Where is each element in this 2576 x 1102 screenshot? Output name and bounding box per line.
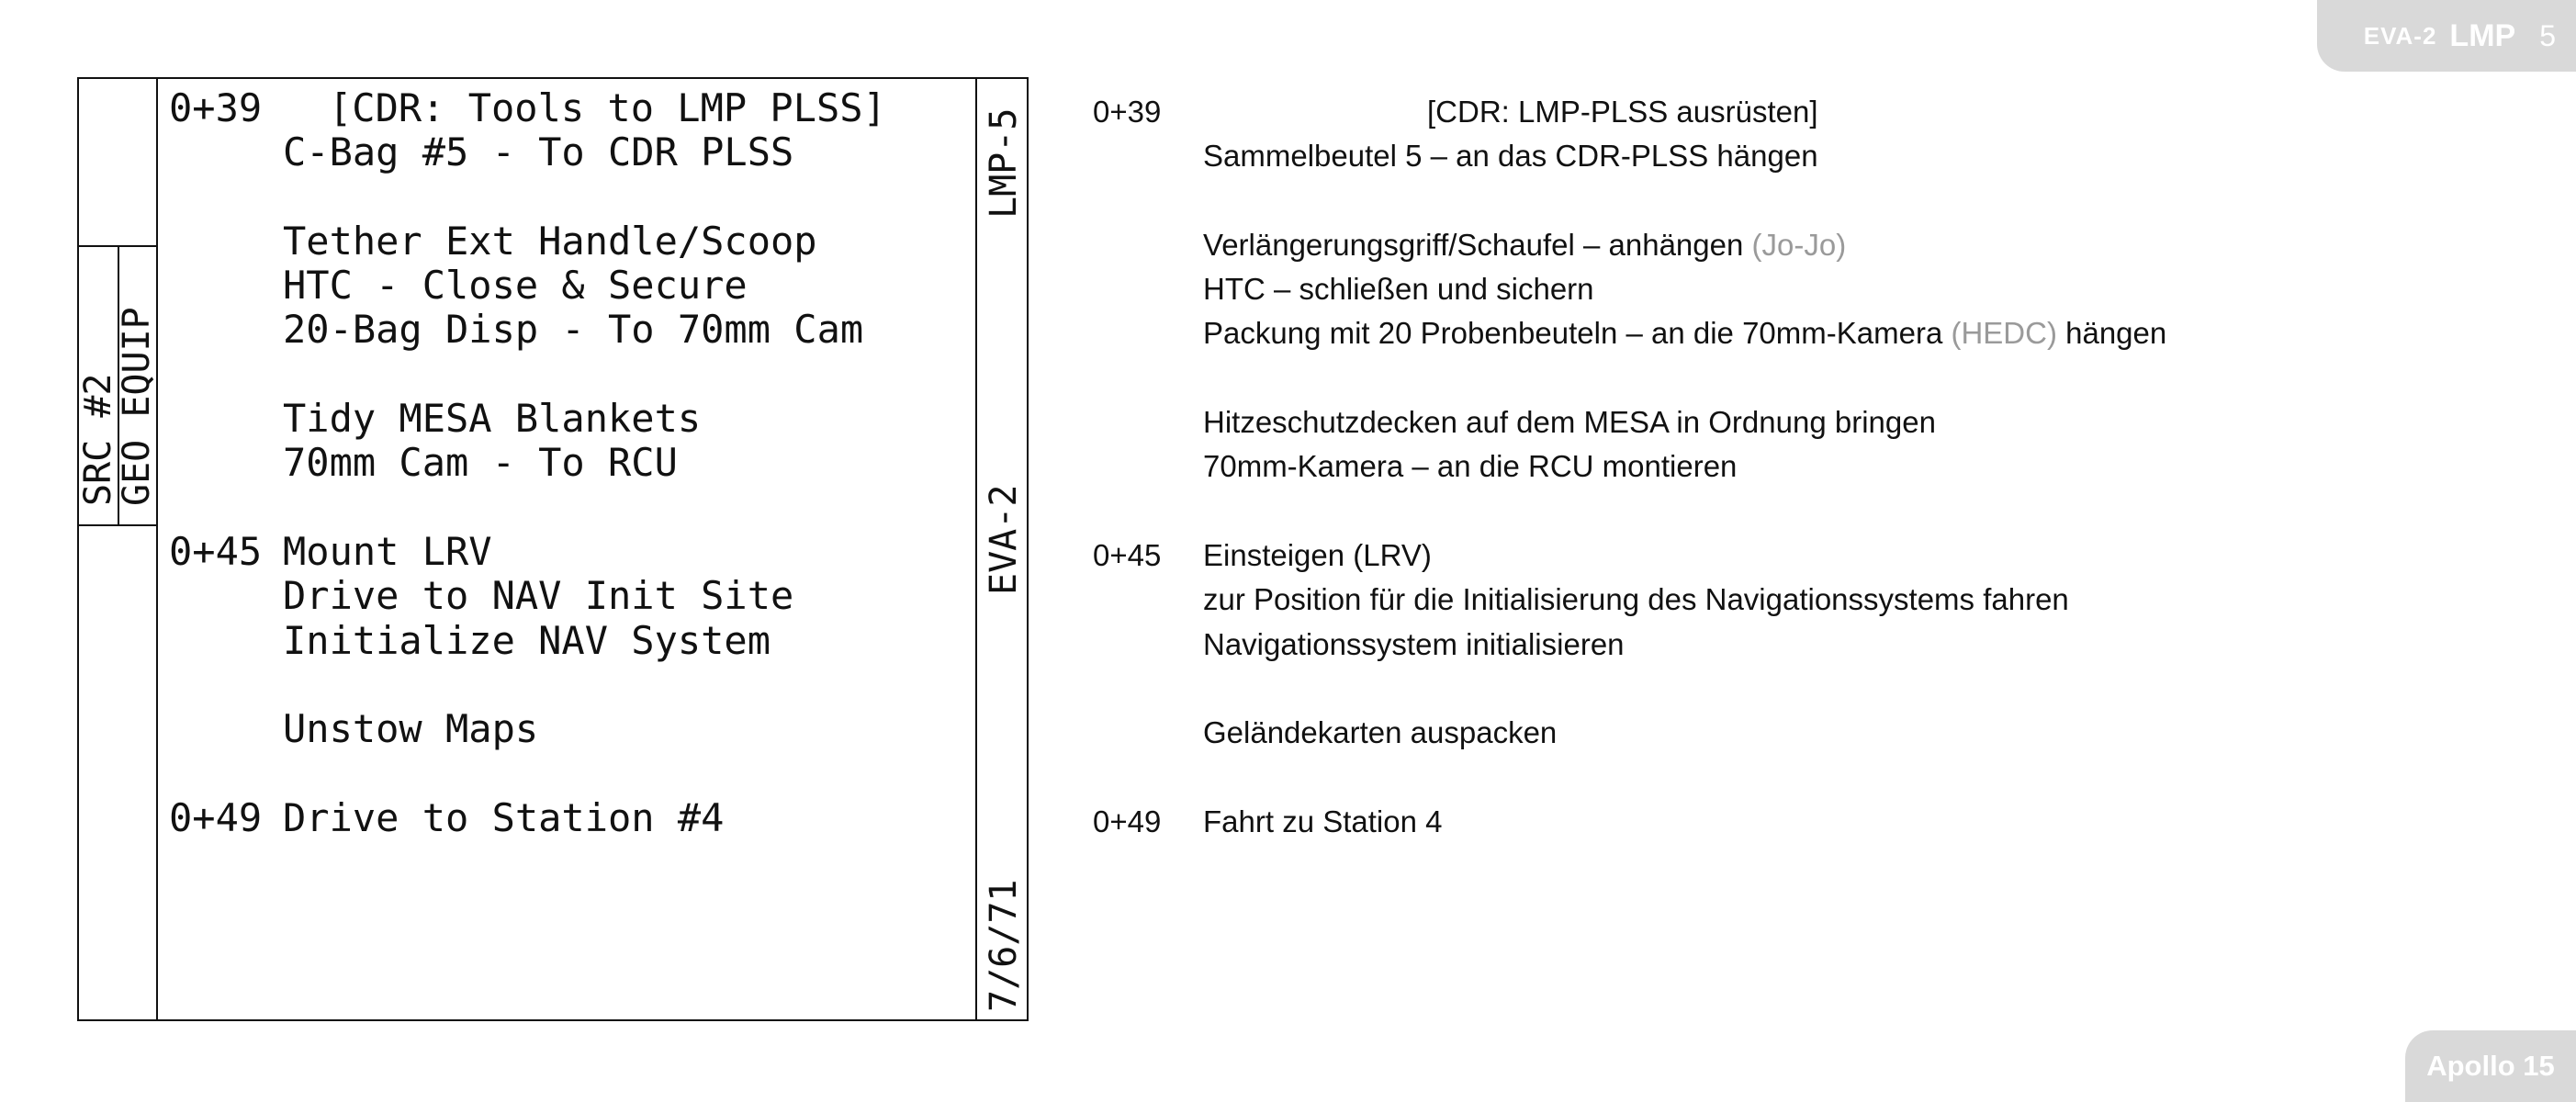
translation-row xyxy=(1093,134,2379,178)
checklist-row xyxy=(169,530,968,574)
checklist-row xyxy=(169,619,968,663)
translation-row xyxy=(1093,667,2379,711)
translation-text-tail: hängen xyxy=(2056,316,2167,351)
card-id-label: LMP-5 xyxy=(983,107,1025,219)
checklist-row xyxy=(169,707,968,751)
side-label-geo-equip: GEO EQUIP xyxy=(116,307,158,506)
role-label: LMP xyxy=(2449,17,2516,53)
checklist-step-text: Unstow Maps xyxy=(283,706,539,752)
translation-note: (Jo-Jo) xyxy=(1751,227,1847,262)
checklist-row xyxy=(169,130,968,174)
eva-label: EVA-2 xyxy=(2363,21,2437,50)
page-number: 5 xyxy=(2539,18,2556,52)
translation-note: (HEDC) xyxy=(1951,316,2057,351)
checklist-row xyxy=(169,441,968,485)
translation-row xyxy=(1093,179,2379,223)
checklist-row xyxy=(169,663,968,707)
checklist-step-text: 70mm Cam - To RCU xyxy=(283,440,678,486)
checklist-row xyxy=(169,264,968,308)
checklist-time: 0+39 xyxy=(169,85,263,130)
translation-row xyxy=(1093,444,2379,489)
checklist-row xyxy=(169,796,968,840)
translation-row xyxy=(1093,711,2379,755)
checklist-step-text: Tidy MESA Blankets xyxy=(283,396,702,442)
checklist-time: 0+45 xyxy=(169,528,263,574)
translation-row xyxy=(1093,311,2379,355)
translation-row xyxy=(1093,534,2379,578)
mission-label: Apollo 15 xyxy=(2426,1050,2555,1082)
checklist-row xyxy=(169,308,968,352)
side-label-src: SRC #2 xyxy=(77,373,119,506)
checklist-row xyxy=(169,574,968,618)
checklist-time: 0+49 xyxy=(169,794,263,840)
translation-text: Einsteigen (LRV) xyxy=(1203,537,1432,572)
translation-text: Geländekarten auspacken xyxy=(1203,715,1558,750)
checklist-row xyxy=(169,397,968,441)
translation-row xyxy=(1093,755,2379,799)
translation-row xyxy=(1093,578,2379,622)
checklist-step-text: [CDR: Tools to LMP PLSS] xyxy=(329,85,886,130)
translation-time: 0+45 xyxy=(1093,537,1162,572)
translation-text: Navigationssystem initialisieren xyxy=(1203,626,1625,661)
checklist-row xyxy=(169,751,968,795)
translation-row xyxy=(1093,623,2379,667)
translation-text: HTC – schließen und sichern xyxy=(1203,272,1594,307)
checklist-row xyxy=(169,353,968,397)
page-header-badge xyxy=(2317,0,2576,72)
translation-row xyxy=(1093,223,2379,267)
mission-footer-badge xyxy=(2405,1030,2576,1102)
translation-text: zur Position für die Initialisierung des Navigationssystems fahren xyxy=(1203,582,2069,617)
checklist-step-text: Mount LRV xyxy=(283,528,492,574)
date-label: 7/6/71 xyxy=(983,879,1025,1012)
translation-row xyxy=(1093,90,2379,134)
checklist-row xyxy=(169,86,968,130)
translation-text: Verlängerungsgriff/Schaufel – anhängen xyxy=(1203,227,1752,262)
left-column-divider xyxy=(156,79,158,1019)
checklist-step-text: Initialize NAV System xyxy=(283,617,771,663)
right-column-divider xyxy=(975,79,977,1019)
translation-text: Packung mit 20 Probenbeuteln – an die 70mm-Kamera xyxy=(1203,316,1952,351)
checklist-row xyxy=(169,175,968,219)
translation-row xyxy=(1093,356,2379,400)
translation-time: 0+49 xyxy=(1093,804,1162,838)
checklist-step-text: 20-Bag Disp - To 70mm Cam xyxy=(283,307,864,353)
translation-text: Sammelbeutel 5 – an das CDR-PLSS hängen xyxy=(1203,139,1818,174)
eva-side-label: EVA-2 xyxy=(983,484,1025,595)
translation-text: 70mm-Kamera – an die RCU montieren xyxy=(1203,449,1738,484)
checklist-row xyxy=(169,486,968,530)
checklist-row xyxy=(169,219,968,264)
checklist-step-text: C-Bag #5 - To CDR PLSS xyxy=(283,129,794,175)
german-translation xyxy=(1093,90,2379,844)
checklist-step-text: Tether Ext Handle/Scoop xyxy=(283,218,817,264)
translation-row xyxy=(1093,489,2379,534)
translation-time: 0+39 xyxy=(1093,95,1162,129)
translation-row xyxy=(1093,267,2379,311)
checklist-step-text: Drive to Station #4 xyxy=(283,794,725,840)
checklist-step-text: HTC - Close & Secure xyxy=(283,263,748,309)
checklist-card xyxy=(77,77,1029,1021)
translation-row xyxy=(1093,800,2379,844)
translation-text: Fahrt zu Station 4 xyxy=(1203,804,1443,838)
side-label-box xyxy=(79,245,158,526)
translation-text: [CDR: LMP-PLSS ausrüsten] xyxy=(1427,95,1818,129)
translation-row xyxy=(1093,400,2379,444)
checklist-step-text: Drive to NAV Init Site xyxy=(283,573,794,619)
checklist-steps xyxy=(169,86,968,840)
translation-text: Hitzeschutzdecken auf dem MESA in Ordnung bringen xyxy=(1203,405,1936,440)
